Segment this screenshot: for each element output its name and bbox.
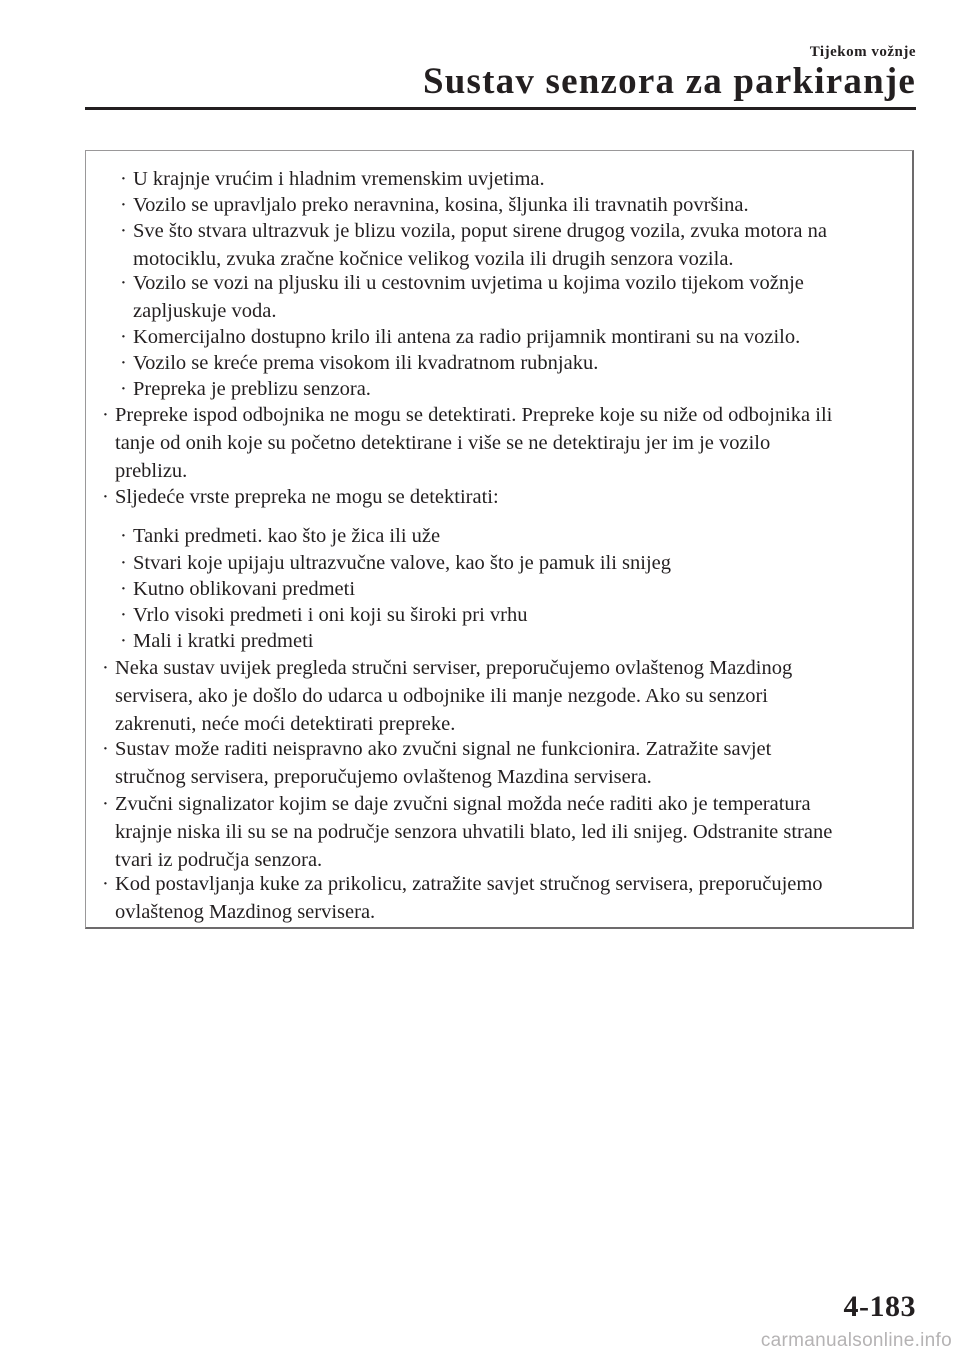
bullet-dot: · — [120, 194, 127, 216]
section-heading: Tijekom vožnje — [809, 44, 916, 60]
bullet-dot: · — [102, 404, 109, 426]
list-item-text: U krajnje vrućim i hladnim vremenskim uvjetima. — [133, 168, 545, 190]
list-item-text: servisera, ako je došlo do udarca u odbojnike ili manje nezgode. Ako su senzori — [115, 684, 768, 707]
header-rule — [85, 107, 916, 110]
list-item — [102, 484, 499, 512]
bullet-dot: · — [120, 552, 127, 574]
list-item — [120, 324, 801, 352]
list-item-text: Mali i kratki predmeti — [133, 630, 314, 652]
bullet-dot: · — [120, 630, 127, 652]
list-item-text: Zvučni signalizator kojim se daje zvučni signal možda neće raditi ako je temperatura — [115, 793, 811, 815]
list-item — [120, 350, 599, 378]
list-item-text: Sljedeće vrste prepreka ne mogu se detektirati: — [115, 486, 499, 508]
bullet-dot: · — [102, 738, 109, 760]
list-item — [102, 655, 793, 738]
list-item-text: tvari iz područja senzora. — [115, 848, 323, 871]
bullet-dot: · — [120, 326, 127, 348]
list-item-text: stručnog servisera, preporučujemo ovlaštenog Mazdina servisera. — [115, 765, 652, 788]
list-item-text: Vozilo se upravljalo preko neravnina, kosina, šljunka ili travnatih površina. — [133, 194, 749, 216]
list-item — [120, 166, 545, 194]
list-item — [102, 402, 833, 485]
list-item — [120, 550, 671, 578]
bullet-dot: · — [102, 793, 109, 815]
list-item — [120, 628, 314, 656]
list-item-text: Stvari koje upijaju ultrazvučne valove, kao što je pamuk ili snijeg — [133, 552, 671, 574]
bullet-dot: · — [102, 486, 109, 508]
list-item-text: preblizu. — [115, 459, 188, 482]
list-item-text: motociklu, zvuka zračne kočnice velikog vozila ili drugih senzora vozila. — [133, 247, 734, 270]
list-item-text: Vozilo se kreće prema visokom ili kvadratnom rubnjaku. — [133, 352, 599, 374]
list-item-text: Neka sustav uvijek pregleda stručni serviser, preporučujemo ovlaštenog Mazdinog — [115, 657, 793, 679]
list-item — [102, 871, 823, 927]
list-item-text: Kutno oblikovani predmeti — [133, 578, 356, 600]
list-item — [120, 376, 371, 404]
list-item-text: Sustav može raditi neispravno ako zvučni signal ne funkcionira. Zatražite savjet — [115, 738, 772, 760]
bullet-dot: · — [120, 220, 127, 242]
bullet-dot: · — [120, 604, 127, 626]
list-item — [120, 523, 441, 551]
list-item-text: Vozilo se vozi na pljusku ili u cestovnim uvjetima u kojima vozilo tijekom vožnje — [133, 272, 804, 294]
list-item-text: Vrlo visoki predmeti i oni koji su široki pri vrhu — [133, 604, 528, 626]
bullet-dot: · — [120, 578, 127, 600]
list-item-text: Komercijalno dostupno krilo ili antena za radio prijamnik montirani su na vozilo. — [133, 326, 801, 348]
bullet-dot: · — [102, 657, 109, 679]
list-item-text: Sve što stvara ultrazvuk je blizu vozila, poput sirene drugog vozila, zvuka motora na — [133, 220, 827, 242]
bullet-dot: · — [120, 352, 127, 374]
list-item-text: Prepreke ispod odbojnika ne mogu se detektirati. Prepreke koje su niže od odbojnika ili — [115, 404, 833, 426]
list-item — [120, 602, 528, 630]
page-number: 4-183 — [843, 1290, 916, 1323]
list-item-text: tanje od onih koje su početno detektirane i više se ne detektiraju jer im je vozilo — [115, 431, 771, 454]
bullet-dot: · — [120, 525, 127, 547]
list-item — [120, 270, 804, 326]
watermark-link[interactable]: carmanualsonline.info — [760, 1330, 952, 1351]
list-item — [120, 192, 749, 220]
list-item — [102, 791, 833, 874]
list-item — [120, 576, 356, 604]
list-item-text: zakrenuti, neće moći detektirati prepreke. — [115, 712, 456, 735]
list-item-text: Kod postavljanja kuke za prikolicu, zatražite savjet stručnog servisera, preporučujemo — [115, 873, 823, 895]
list-item — [102, 736, 772, 792]
bullet-dot: · — [120, 378, 127, 400]
list-item-text: Tanki predmeti. kao što je žica ili uže — [133, 525, 441, 547]
bullet-dot: · — [120, 168, 127, 190]
list-item — [120, 218, 827, 274]
bullet-dot: · — [102, 873, 109, 895]
list-item-text: zapljuskuje voda. — [133, 299, 277, 322]
list-item-text: Prepreka je preblizu senzora. — [133, 378, 371, 400]
list-item-text: krajnje niska ili su se na područje senzora uhvatili blato, led ili snijeg. Odstranite strane — [115, 820, 833, 843]
page-title: Sustav senzora za parkiranje — [423, 61, 916, 102]
list-item-text: ovlaštenog Mazdinog servisera. — [115, 900, 376, 923]
bullet-dot: · — [120, 272, 127, 294]
